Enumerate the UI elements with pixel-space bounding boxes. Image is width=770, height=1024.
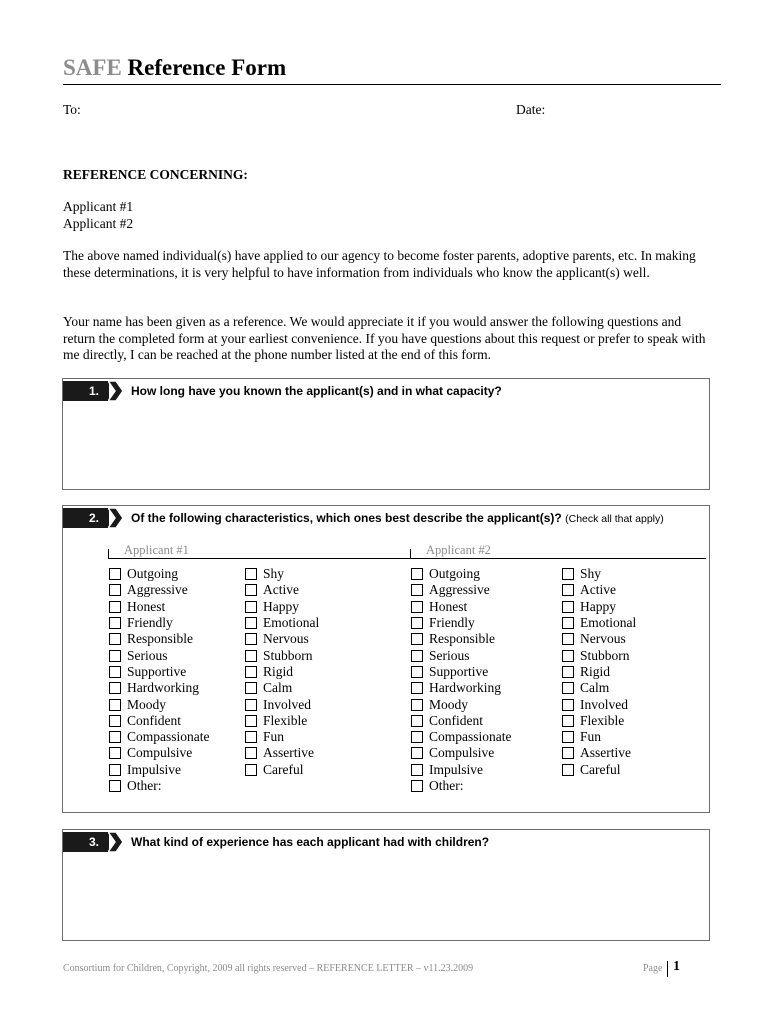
checkbox[interactable] — [411, 764, 423, 776]
characteristic-option[interactable] — [411, 680, 512, 696]
checkbox[interactable] — [411, 780, 423, 792]
checkbox[interactable] — [411, 633, 423, 645]
characteristic-option[interactable] — [411, 778, 512, 794]
characteristic-option[interactable] — [245, 566, 319, 582]
characteristic-label: Emotional — [263, 615, 320, 631]
characteristic-label: Happy — [580, 598, 616, 614]
characteristic-option[interactable] — [245, 729, 319, 745]
checkbox[interactable] — [109, 650, 121, 662]
checkbox[interactable] — [562, 584, 574, 596]
date-label: Date: — [516, 102, 546, 117]
checkbox[interactable] — [562, 633, 574, 645]
question-3-number: 3. — [63, 832, 109, 852]
characteristic-label: Friendly — [127, 615, 173, 631]
chevron-right-icon — [108, 379, 124, 403]
reference-concerning-heading: REFERENCE CONCERNING: — [63, 167, 248, 182]
characteristic-label: Supportive — [429, 663, 489, 679]
characteristic-label: Rigid — [580, 663, 611, 679]
characteristic-label: Compassionate — [127, 729, 210, 745]
characteristic-label: Fun — [580, 729, 602, 745]
characteristic-option[interactable] — [109, 696, 210, 712]
checkbox[interactable] — [411, 715, 423, 727]
characteristic-option[interactable] — [411, 599, 512, 615]
characteristic-label: Responsible — [127, 631, 193, 647]
characteristic-option[interactable] — [245, 647, 319, 663]
characteristic-option[interactable] — [562, 680, 636, 696]
characteristic-option[interactable] — [245, 664, 319, 680]
column-tick — [410, 549, 411, 558]
characteristic-label: Shy — [580, 566, 602, 582]
characteristic-label: Calm — [580, 680, 610, 696]
checkbox[interactable] — [562, 715, 574, 727]
applicant2-label: Applicant #2 — [63, 216, 134, 231]
characteristic-option[interactable] — [562, 599, 636, 615]
characteristic-option[interactable] — [411, 762, 512, 778]
checkbox[interactable] — [562, 666, 574, 678]
checkbox[interactable] — [562, 731, 574, 743]
question-2-prompt: Of the following characteristics, which ones best describe the applicant(s)? — [131, 511, 562, 525]
column-tick — [108, 549, 109, 558]
checkbox[interactable] — [109, 747, 121, 759]
question-2-text — [131, 511, 664, 525]
characteristic-option[interactable] — [562, 631, 636, 647]
characteristic-label: Friendly — [429, 615, 475, 631]
checkbox[interactable] — [245, 764, 257, 776]
characteristic-option[interactable] — [411, 631, 512, 647]
characteristic-option[interactable] — [245, 762, 319, 778]
characteristic-option[interactable] — [562, 745, 636, 761]
characteristic-option[interactable] — [411, 729, 512, 745]
checkbox[interactable] — [245, 699, 257, 711]
characteristic-label: Active — [263, 582, 299, 598]
checkbox[interactable] — [562, 682, 574, 694]
checkbox[interactable] — [109, 601, 121, 613]
checkbox[interactable] — [245, 568, 257, 580]
checkbox[interactable] — [562, 617, 574, 629]
page-divider — [667, 961, 668, 977]
question-1-number: 1. — [63, 381, 109, 401]
characteristic-label: Other: — [127, 778, 162, 793]
characteristic-option[interactable] — [411, 713, 512, 729]
characteristic-option[interactable] — [562, 696, 636, 712]
characteristic-option[interactable] — [245, 615, 319, 631]
characteristic-label: Honest — [429, 598, 468, 614]
applicant2-column-heading: Applicant #2 — [426, 543, 491, 557]
characteristic-label: Hardworking — [429, 680, 501, 696]
checkbox[interactable] — [411, 699, 423, 711]
checkbox[interactable] — [245, 601, 257, 613]
chevron-right-icon — [108, 830, 124, 854]
checkbox[interactable] — [562, 764, 574, 776]
checkbox[interactable] — [562, 699, 574, 711]
characteristic-label: Serious — [127, 647, 168, 663]
checkbox[interactable] — [109, 715, 121, 727]
title-main: Reference Form — [127, 55, 287, 80]
characteristic-option[interactable] — [109, 582, 210, 598]
checkbox[interactable] — [109, 699, 121, 711]
characteristic-label: Rigid — [263, 663, 294, 679]
characteristic-label: Hardworking — [127, 680, 199, 696]
question-3-answer-area[interactable] — [64, 855, 706, 937]
checkbox[interactable] — [245, 715, 257, 727]
characteristic-option[interactable] — [245, 599, 319, 615]
characteristic-label: Flexible — [580, 712, 625, 728]
characteristic-option[interactable] — [109, 762, 210, 778]
checkbox[interactable] — [109, 633, 121, 645]
checkbox[interactable] — [411, 650, 423, 662]
checkbox[interactable] — [245, 747, 257, 759]
characteristic-label: Active — [580, 582, 616, 598]
characteristic-label: Stubborn — [580, 647, 630, 663]
characteristic-option[interactable] — [245, 745, 319, 761]
checkbox[interactable] — [411, 601, 423, 613]
checkbox[interactable] — [109, 617, 121, 629]
characteristic-label: Compulsive — [429, 745, 495, 761]
characteristic-option[interactable] — [562, 647, 636, 663]
footer-copyright: Consortium for Children, Copyright, 2009 all rights reserved – REFERENCE LETTER – v11.23.2009 — [63, 963, 474, 974]
checkbox[interactable] — [245, 584, 257, 596]
characteristic-label: Emotional — [580, 615, 637, 631]
applicant1-col-a — [109, 566, 210, 794]
title-divider — [63, 84, 721, 85]
characteristic-label: Outgoing — [429, 566, 481, 582]
checkbox[interactable] — [109, 568, 121, 580]
characteristic-label: Responsible — [429, 631, 495, 647]
applicant1-column-heading: Applicant #1 — [124, 543, 189, 557]
applicant1-label: Applicant #1 — [63, 199, 134, 214]
characteristic-option[interactable] — [109, 631, 210, 647]
characteristic-label: Nervous — [263, 631, 309, 647]
checkbox[interactable] — [109, 584, 121, 596]
characteristic-label: Outgoing — [127, 566, 179, 582]
characteristic-label: Shy — [263, 566, 285, 582]
checkbox[interactable] — [562, 650, 574, 662]
characteristic-option[interactable] — [109, 778, 210, 794]
checkbox[interactable] — [411, 568, 423, 580]
characteristic-option[interactable] — [562, 729, 636, 745]
checkbox[interactable] — [411, 682, 423, 694]
title-prefix: SAFE — [63, 55, 122, 80]
checkbox[interactable] — [562, 568, 574, 580]
characteristic-label: Flexible — [263, 712, 308, 728]
checkbox[interactable] — [109, 682, 121, 694]
characteristic-option[interactable] — [411, 615, 512, 631]
characteristic-option[interactable] — [245, 631, 319, 647]
characteristic-label: Moody — [127, 696, 167, 712]
question-1-text: How long have you known the applicant(s) and in what capacity? — [131, 384, 502, 398]
checkbox[interactable] — [411, 666, 423, 678]
characteristic-option[interactable] — [411, 566, 512, 582]
characteristic-label: Calm — [263, 680, 293, 696]
characteristic-option[interactable] — [109, 713, 210, 729]
characteristic-option[interactable] — [109, 664, 210, 680]
page-label: Page — [643, 963, 663, 974]
characteristic-label: Confident — [127, 712, 181, 728]
checkbox[interactable] — [245, 666, 257, 678]
characteristic-label: Compulsive — [127, 745, 193, 761]
characteristic-option[interactable] — [109, 647, 210, 663]
to-label: To: — [63, 102, 81, 117]
characteristic-label: Assertive — [580, 745, 631, 761]
characteristic-label: Supportive — [127, 663, 187, 679]
characteristic-option[interactable] — [562, 713, 636, 729]
characteristic-label: Aggressive — [127, 582, 188, 598]
characteristic-label: Honest — [127, 598, 166, 614]
checkbox[interactable] — [562, 747, 574, 759]
checkbox[interactable] — [109, 666, 121, 678]
characteristic-option[interactable] — [562, 582, 636, 598]
intro-paragraph-1: The above named individual(s) have applied to our agency to become foster parents, adoptive parents, etc. In making these determinations, it is very helpful to have information from individuals who know the applicant(s) well. — [63, 248, 696, 280]
question-1-answer-area[interactable] — [64, 404, 706, 486]
question-3-text: What kind of experience has each applicant had with children? — [131, 835, 490, 849]
checkbox[interactable] — [245, 633, 257, 645]
characteristic-option[interactable] — [109, 599, 210, 615]
characteristic-option[interactable] — [411, 582, 512, 598]
applicant2-col-a — [411, 566, 512, 794]
characteristic-option[interactable] — [245, 680, 319, 696]
characteristic-option[interactable] — [562, 615, 636, 631]
characteristic-label: Aggressive — [429, 582, 490, 598]
question-2-note: (Check all that apply) — [565, 513, 664, 525]
characteristic-option[interactable] — [245, 582, 319, 598]
applicant1-col-b — [245, 566, 319, 778]
characteristic-label: Compassionate — [429, 729, 512, 745]
characteristic-label: Involved — [580, 696, 628, 712]
checkbox[interactable] — [562, 601, 574, 613]
characteristic-option[interactable] — [562, 566, 636, 582]
characteristic-label: Nervous — [580, 631, 626, 647]
applicant2-col-b — [562, 566, 636, 778]
characteristic-option[interactable] — [411, 664, 512, 680]
chevron-right-icon — [108, 506, 124, 530]
characteristic-option[interactable] — [245, 713, 319, 729]
intro-paragraph-2: Your name has been given as a reference. We would appreciate it if you would answer the following questions and return the completed form at your earliest convenience. If you have questions about this request or prefer to speak with me directly, I can be reached at the phone number listed at the end of this form. — [63, 314, 706, 362]
checkbox[interactable] — [245, 682, 257, 694]
characteristic-option[interactable] — [411, 745, 512, 761]
characteristic-label: Assertive — [263, 745, 314, 761]
checkbox[interactable] — [109, 731, 121, 743]
characteristic-label: Happy — [263, 598, 299, 614]
characteristics-header-rule — [108, 558, 706, 559]
characteristic-label: Impulsive — [127, 761, 181, 777]
characteristic-option[interactable] — [109, 615, 210, 631]
characteristic-label: Careful — [580, 761, 621, 777]
checkbox[interactable] — [245, 731, 257, 743]
checkbox[interactable] — [109, 764, 121, 776]
characteristic-option[interactable] — [109, 680, 210, 696]
characteristic-option[interactable] — [109, 729, 210, 745]
characteristic-option[interactable] — [562, 762, 636, 778]
characteristic-option[interactable] — [245, 696, 319, 712]
characteristic-option[interactable] — [109, 566, 210, 582]
page-title — [63, 55, 286, 81]
characteristic-option[interactable] — [562, 664, 636, 680]
characteristic-label: Involved — [263, 696, 311, 712]
characteristic-label: Other: — [429, 778, 464, 793]
checkbox[interactable] — [109, 780, 121, 792]
characteristic-option[interactable] — [411, 696, 512, 712]
checkbox[interactable] — [411, 747, 423, 759]
checkbox[interactable] — [411, 731, 423, 743]
checkbox[interactable] — [411, 584, 423, 596]
characteristic-label: Fun — [263, 729, 285, 745]
characteristic-label: Stubborn — [263, 647, 313, 663]
characteristic-label: Moody — [429, 696, 469, 712]
question-2-number: 2. — [63, 508, 109, 528]
page-number: 1 — [673, 959, 680, 974]
characteristic-label: Impulsive — [429, 761, 483, 777]
characteristic-label: Confident — [429, 712, 483, 728]
checkbox[interactable] — [245, 650, 257, 662]
characteristic-option[interactable] — [411, 647, 512, 663]
characteristic-label: Careful — [263, 761, 304, 777]
characteristic-label: Serious — [429, 647, 470, 663]
checkbox[interactable] — [411, 617, 423, 629]
checkbox[interactable] — [245, 617, 257, 629]
characteristic-option[interactable] — [109, 745, 210, 761]
